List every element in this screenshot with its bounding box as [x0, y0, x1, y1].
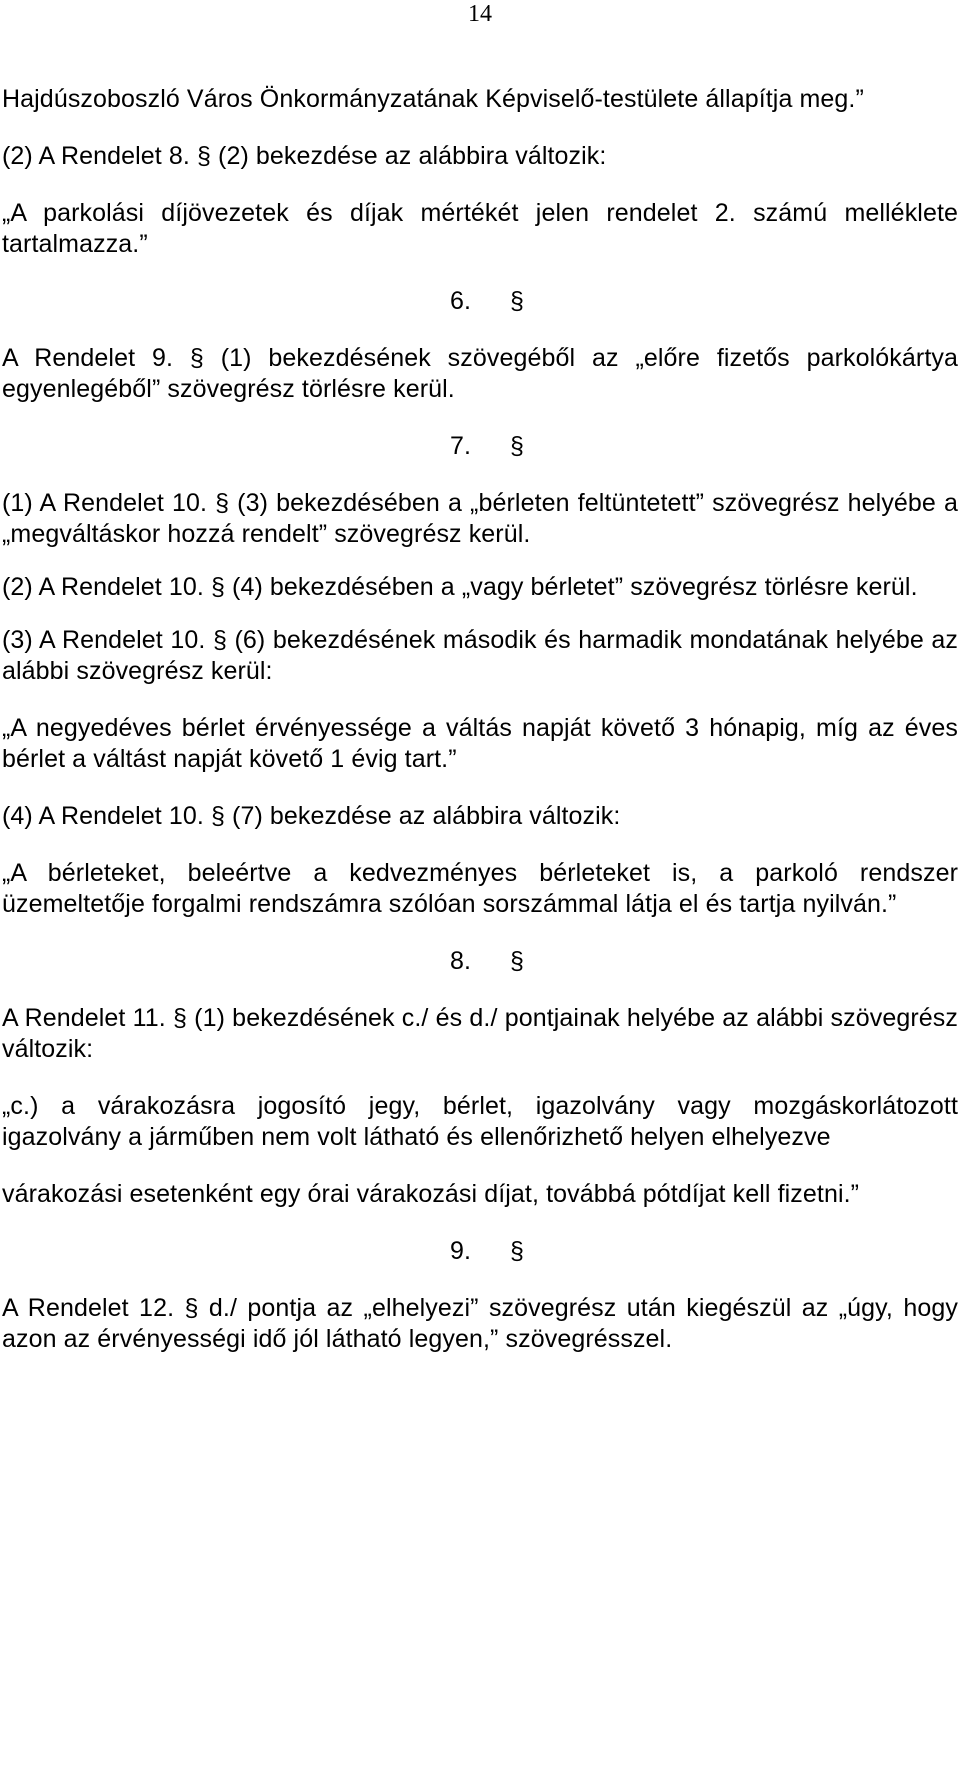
document-body: [2, 84, 958, 1381]
paragraph: várakozási esetenként egy órai várakozási díjat, továbbá pótdíjat kell fizetni.”: [2, 1180, 860, 1208]
section-heading: 6. §: [449, 287, 525, 315]
paragraph: „A parkolási díjövezetek és díjak mértékét jelen rendelet 2. számú melléklete tartalmazza.”: [2, 199, 958, 258]
paragraph: Hajdúszoboszló Város Önkormányzatának Képviselő-testülete állapítja meg.”: [2, 85, 864, 113]
paragraph: „c.) a várakozásra jogosító jegy, bérlet, igazolvány vagy mozgáskorlátozott igazolvány a járműben nem volt látható és ellenőrizhető helyen elhelyezve: [2, 1092, 958, 1151]
paragraph: A Rendelet 9. § (1) bekezdésének szövegéből az „előre fizetős parkolókártya egyenlegéből” szövegrész törlésre kerül.: [2, 344, 958, 403]
paragraph: (1) A Rendelet 10. § (3) bekezdésében a „bérleten feltüntetett” szövegrész helyébe a „megváltáskor hozzá rendelt” szövegrész kerül.: [2, 489, 958, 548]
paragraph: (4) A Rendelet 10. § (7) bekezdése az alábbira változik:: [2, 802, 621, 830]
paragraph: (2) A Rendelet 10. § (4) bekezdésében a „vagy bérletet” szövegrész törlésre kerül.: [2, 573, 918, 601]
paragraph: A Rendelet 12. § d./ pontja az „elhelyezi” szövegrész után kiegészül az „úgy, hogy azon az érvényességi idő jól látható legyen,” szövegrésszel.: [2, 1294, 958, 1353]
paragraph: „A bérleteket, beleértve a kedvezményes bérleteket is, a parkoló rendszer üzemeltetője forgalmi rendszámra szólóan sorszámmal látja el és tartja nyilván.”: [2, 859, 958, 918]
paragraph: A Rendelet 11. § (1) bekezdésének c./ és d./ pontjainak helyébe az alábbi szövegrész változik:: [2, 1004, 958, 1063]
paragraph: „A negyedéves bérlet érvényessége a váltás napját követő 3 hónapig, míg az éves bérlet a váltást napját követő 1 évig tart.”: [2, 714, 958, 773]
paragraph: (3) A Rendelet 10. § (6) bekezdésének második és harmadik mondatának helyébe az alábbi szövegrész kerül:: [2, 626, 958, 685]
section-heading: 8. §: [449, 947, 525, 975]
page-number: 14: [468, 1, 492, 27]
paragraph: (2) A Rendelet 8. § (2) bekezdése az alábbira változik:: [2, 142, 607, 170]
section-heading: 7. §: [449, 432, 525, 460]
section-heading: 9. §: [449, 1237, 525, 1265]
